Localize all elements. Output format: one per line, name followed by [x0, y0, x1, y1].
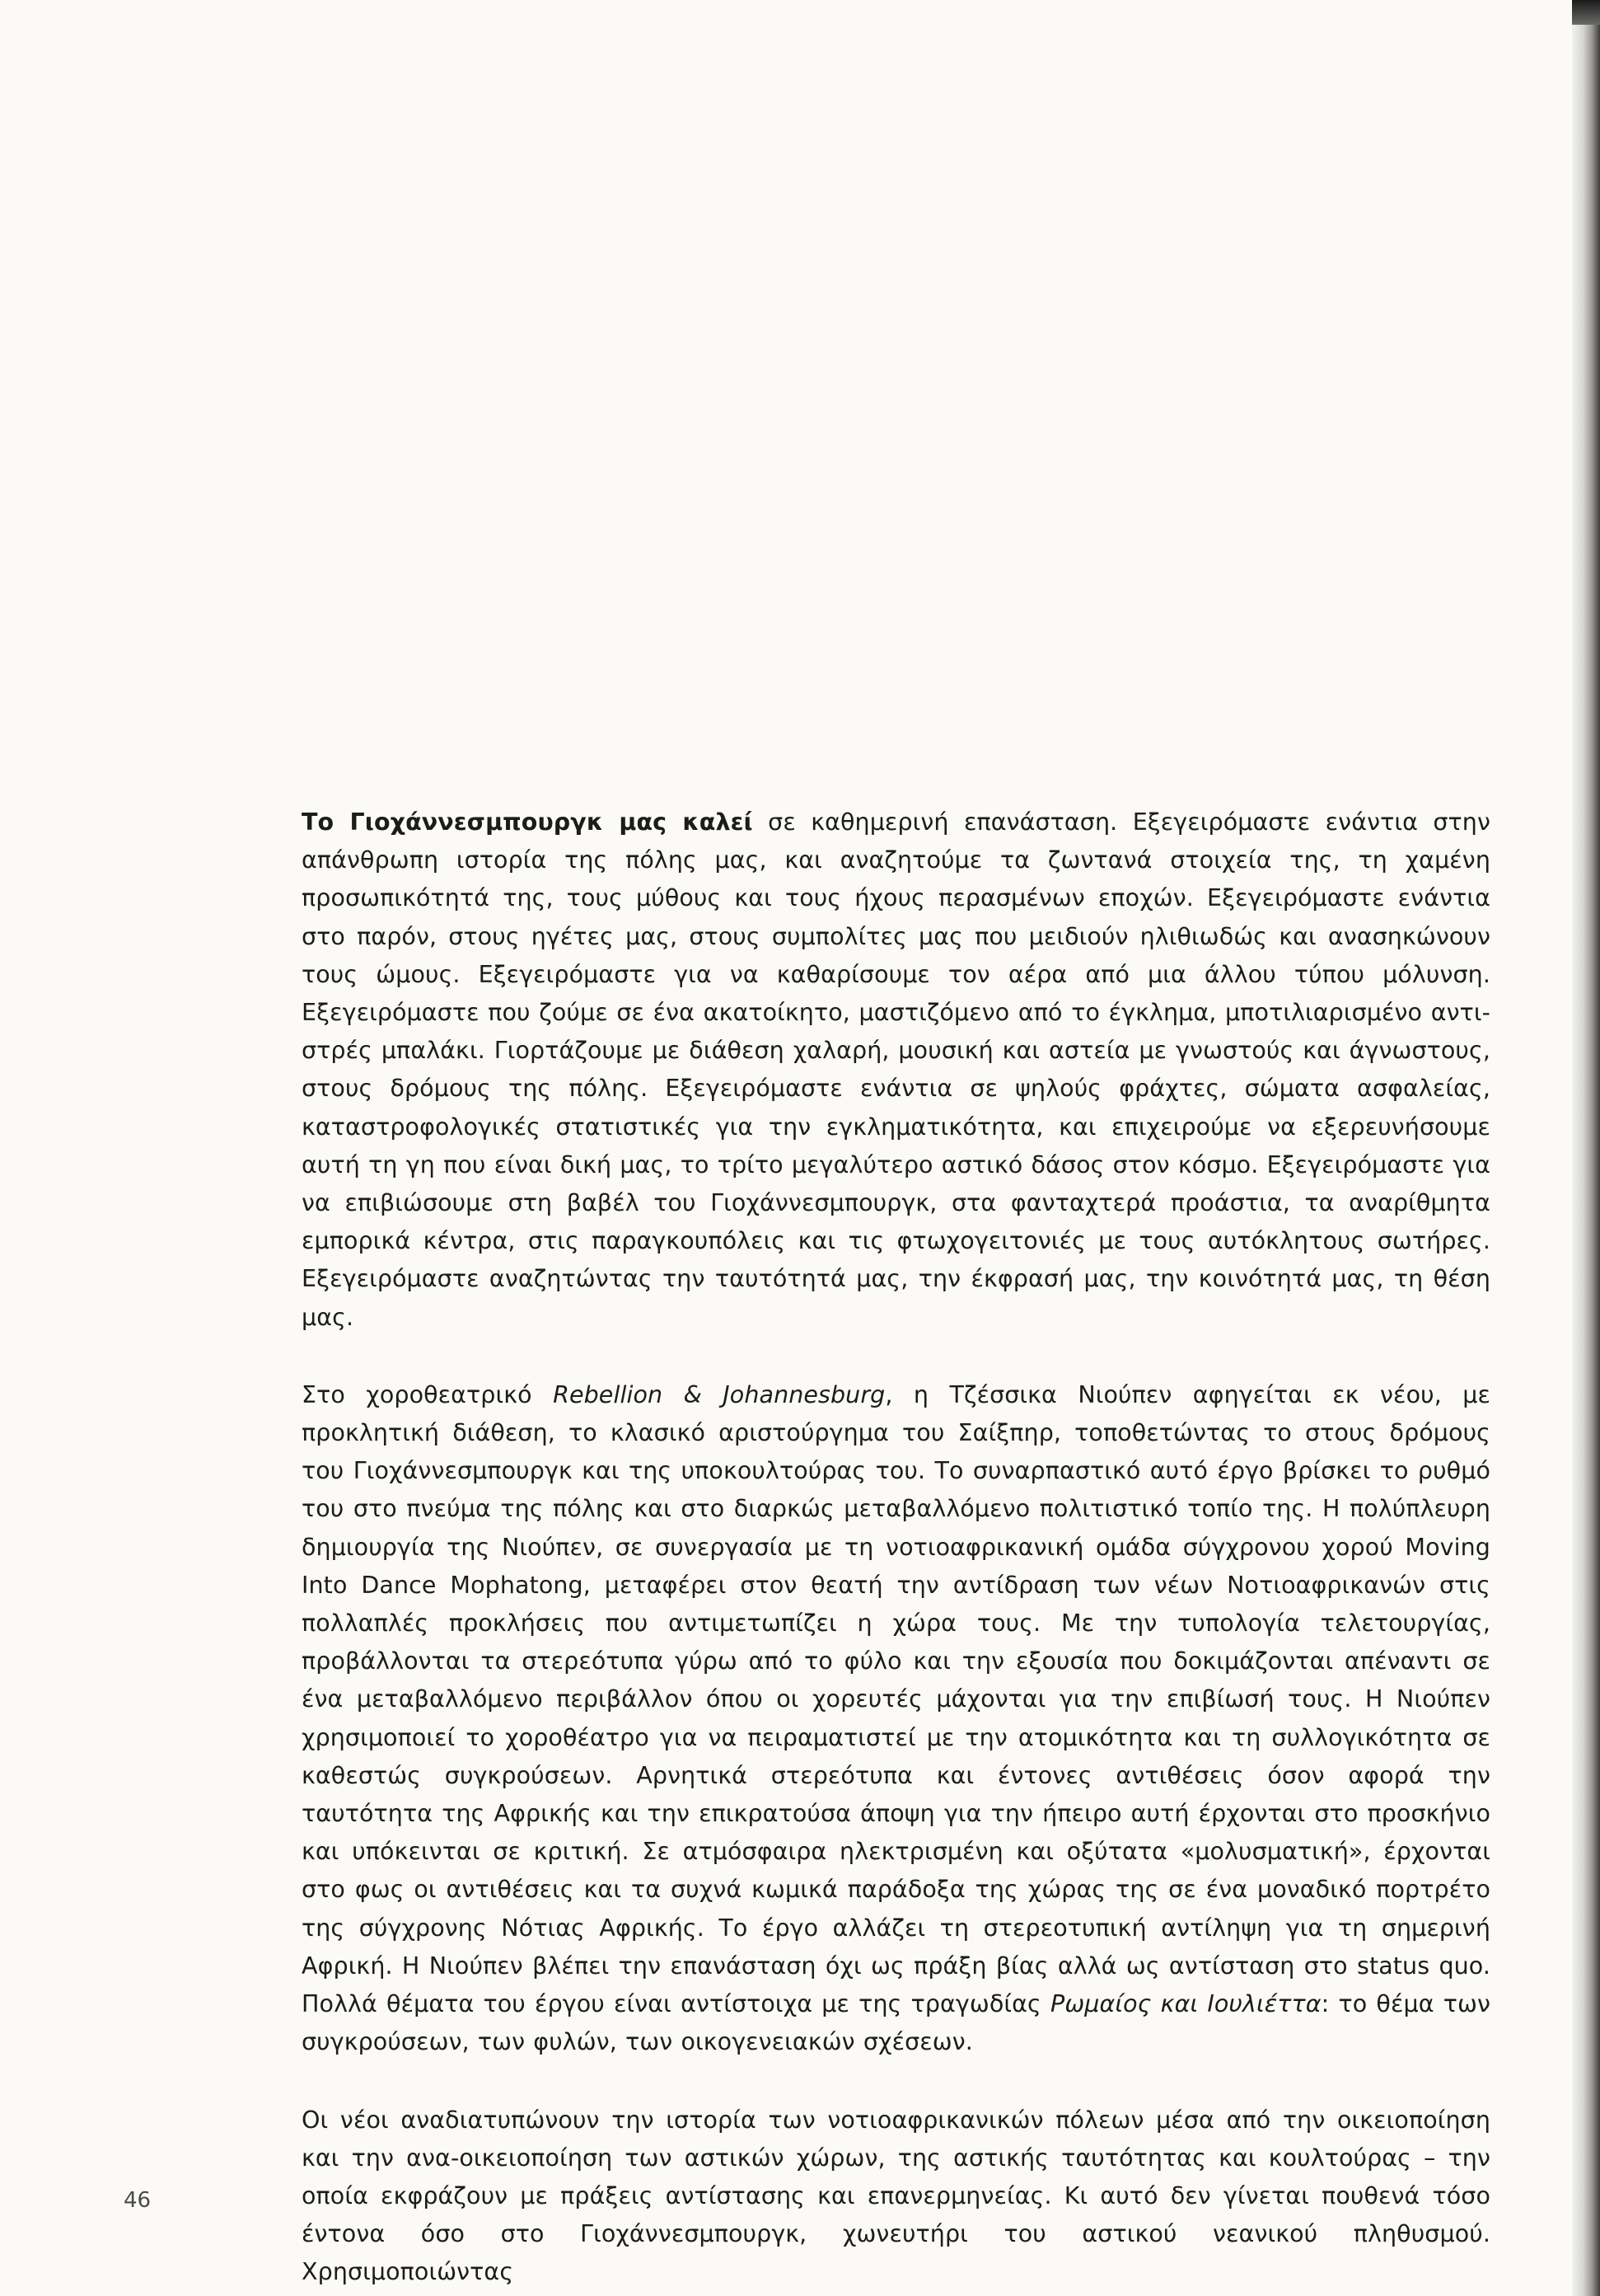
paragraph-3: [302, 2102, 1490, 2292]
paragraph-2-part-3: : το θέμα των συγκρούσεων, των φυλών, των οικογενειακών σχέσεων.: [302, 1990, 1490, 2056]
page-binding-edge: [1572, 0, 1600, 2296]
paragraph-2-part-1: Στο χοροθεατρικό: [302, 1380, 554, 1408]
paragraph-1: [302, 804, 1490, 1337]
paragraph-1-lead: Το Γιοχάννεσμπουργκ μας καλεί: [302, 808, 753, 836]
paragraph-3-text: Οι νέοι αναδιατυπώνουν την ιστορία των νοτιοαφρικανικών πόλεων μέσα από την οικειοποίηση και την ανα-οικειοποίηση των αστικών χώρων, της αστικής ταυτότητας και κουλτούρας – την οποία εκφράζουν με πράξεις αντίστασης και επανερμηνείας. Κι αυτό δεν γίνεται πουθενά τόσο έντονα όσο στο Γιοχάννεσμπουργκ, χωνευτήρι του αστικού νεανικού πληθυσμού. Χρησιμοποιώντας: [302, 2106, 1490, 2286]
paragraph-2: [302, 1376, 1490, 2062]
work-title: Rebellion & Johannesburg: [553, 1380, 886, 1408]
page-corner-shadow: [1572, 0, 1600, 25]
play-title: Ρωμαίος και Ιουλιέττα: [1050, 1990, 1322, 2018]
paragraph-2-part-2: , η Τζέσσικα Νιούπεν αφηγείται εκ νέου, με προκλητική διάθεση, το κλασικό αριστούργημα του Σαίξπηρ, τοποθετώντας το στους δρόμους του Γιοχάννεσμπουργκ και της υποκουλτούρας του. Το συναρπαστικό αυτό έργο βρίσκει το ρυθμό του στο πνεύμα της πόλης και στο διαρκώς μεταβαλλόμενο πολιτιστικό τοπίο της. Η πολύπλευρη δημιουργία της Νιούπεν, σε συνεργασία με τη νοτιοαφρικανική ομάδα σύγχρονου χορού Moving Into Dance Mophatong, μεταφέρει στον θεατή την αντίδραση των νέων Νοτιοαφρικανών στις πολλαπλές προκλήσεις που αντιμετωπίζει η χώρα τους. Με την τυπολογία τελετουργίας, προβάλλονται τα στερεότυπα γύρω από το φύλο και την εξουσία που δοκιμάζονται απέναντι σε ένα μεταβαλλόμενο περιβάλλον όπου οι χορευτές μάχονται για την επιβίωσή τους. Η Νιούπεν χρησιμοποιεί το χοροθέατρο για να πειραματιστεί με την ατομικότητα και τη συλλογικότητα σε καθεστώς συγκρούσεων. Αρνητικά στερεότυπα και έντονες αντιθέσεις όσον αφορά την ταυτότητα της Αφρικής και την επικρατούσα άποψη για την ήπειρο αυτή έρχονται στο προσκήνιο και υπόκεινται σε κριτική. Σε ατμόσφαιρα ηλεκτρισμένη και οξύτατα «μολυσματική», έρχονται στο φως οι αντιθέσεις και τα συχνά κωμικά παράδοξα της χώρας της σε ένα μοναδικό πορτρέτο της σύγχρονης Νότιας Αφρικής. Το έργο αλλάζει τη στερεοτυπική αντίληψη για τη σημερινή Αφρική. Η Νιούπεν βλέπει την επανάσταση όχι ως πράξη βίας αλλά ως αντίσταση στο status quo. Πολλά θέματα του έργου είναι αντίστοιχα με της τραγωδίας: [302, 1380, 1490, 2018]
paragraph-1-text: σε καθημερινή επανάσταση. Εξεγειρόμαστε ενάντια στην απάνθρωπη ιστορία της πόλης μας, και αναζητούμε τα ζωντανά στοιχεία της, τη χαμένη προσωπικότητά της, τους μύθους και τους ήχους περασμένων εποχών. Εξεγειρόμαστε ενάντια στο παρόν, στους ηγέτες μας, στους συμπολίτες μας που μειδιούν ηλιθιωδώς και ανασηκώνουν τους ώμους. Εξεγειρόμαστε για να καθαρίσουμε τον αέρα από μια άλλου τύπου μόλυνση. Εξεγειρόμαστε που ζούμε σε ένα ακατοίκητο, μαστιζόμενο από το έγκλημα, μποτιλιαρισμένο αντι-στρές μπαλάκι. Γιορτάζουμε με διάθεση χαλαρή, μουσική και αστεία με γνωστούς και άγνωστους, στους δρόμους της πόλης. Εξεγειρόμαστε ενάντια σε ψηλούς φράχτες, σώματα ασφαλείας, καταστροφολογικές στατιστικές για την εγκληματικότητα, και επιχειρούμε να εξερευνήσουμε αυτή τη γη που είναι δική μας, το τρίτο μεγαλύτερο αστικό δάσος στον κόσμο. Εξεγειρόμαστε για να επιβιώσουμε στη βαβέλ του Γιοχάννεσμπουργκ, στα φανταχτερά προάστια, τα αναρίθμητα εμπορικά κέντρα, στις παραγκουπόλεις και τις φτωχογειτονιές με τους αυτόκλητους σωτήρες. Εξεγειρόμαστε αναζητώντας την ταυτότητά μας, την έκφρασή μας, την κοινότητά μας, τη θέση μας.: [302, 808, 1490, 1331]
page-number: 46: [124, 2188, 152, 2213]
text-column: [302, 804, 1490, 2292]
